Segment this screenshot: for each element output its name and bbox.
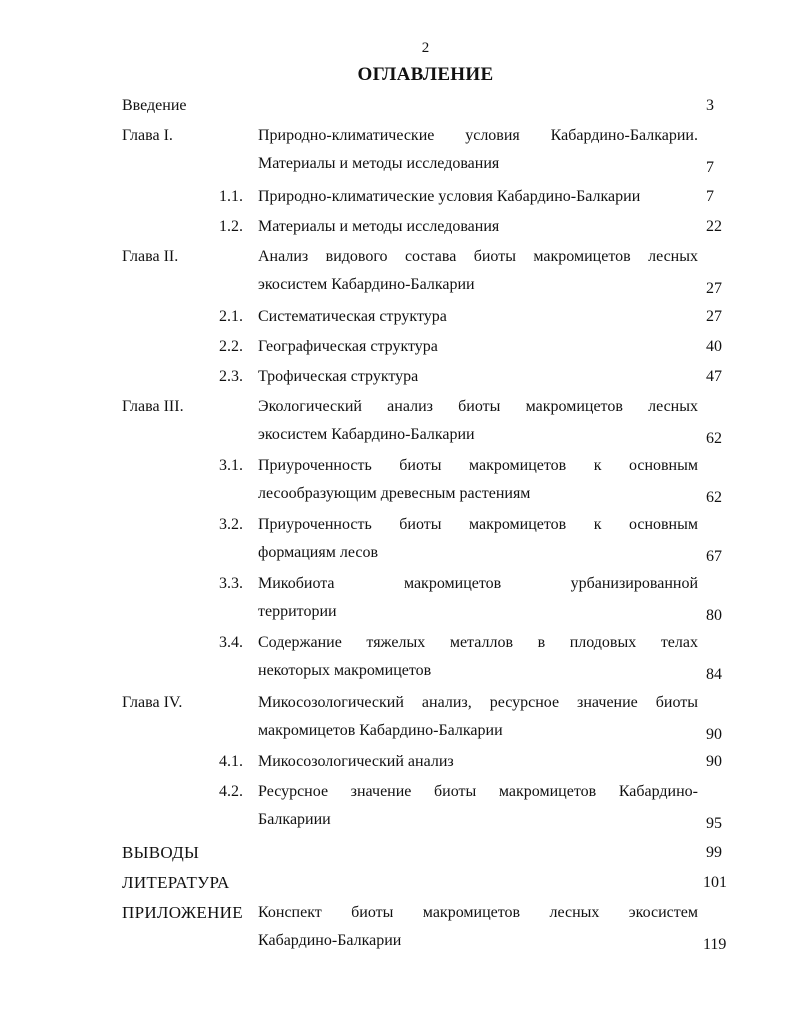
toc-entry-number: 1.2.: [219, 218, 243, 235]
toc-entry-page: 62: [706, 430, 722, 447]
toc-entry-text: [258, 393, 698, 449]
toc-entry-text: [258, 243, 698, 299]
toc-entry-text: [258, 570, 698, 626]
toc-entry-label: ПРИЛОЖЕНИЕ: [122, 903, 243, 922]
toc-entry-text-line: Анализ видового состава биоты макромицетов лесных: [258, 248, 698, 265]
toc-entry-text-line: экосистем Кабардино-Балкарии: [258, 426, 475, 443]
toc-entry-text-line: [258, 839, 698, 867]
toc-entry-text-line: Природно-климатические условия Кабардино-Балкарии.: [258, 127, 698, 144]
toc-title: ОГЛАВЛЕНИЕ: [357, 64, 494, 85]
toc-entry-text-line: Материалы и методы исследования: [258, 155, 500, 172]
toc-entry-text: [258, 899, 698, 955]
toc-entry-page: 80: [706, 607, 722, 624]
toc-entry-number: 4.1.: [219, 753, 243, 770]
toc-entry-text: [258, 778, 698, 834]
toc-entry-number: 2.2.: [219, 338, 243, 355]
toc-entry-text-line: [258, 92, 698, 120]
toc-entry-label: Глава III.: [122, 398, 184, 415]
toc-entry-page: 22: [706, 218, 722, 235]
toc-entry-text-line: Трофическая структура: [258, 368, 419, 385]
toc-entry-text: [258, 869, 698, 897]
toc-entry-page: 84: [706, 666, 722, 683]
toc-entry-page: 90: [706, 753, 722, 770]
toc-entry-number: 1.1.: [219, 188, 243, 205]
toc-entry-number: 2.1.: [219, 308, 243, 325]
toc-entry-text-line: Ресурсное значение биоты макромицетов Кабардино-: [258, 783, 698, 800]
toc-entry-page: 95: [706, 815, 722, 832]
toc-entry-text-line: Приуроченность биоты макромицетов к основным: [258, 516, 698, 533]
page-number: 2: [421, 40, 430, 56]
toc-entry-text: [258, 213, 698, 241]
toc-entry-number: 4.2.: [219, 783, 243, 800]
toc-entry-page: 47: [706, 368, 722, 385]
toc-entry-label: Глава I.: [122, 127, 173, 144]
toc-entry-page: 27: [706, 308, 722, 325]
toc-entry-page: 27: [706, 280, 722, 297]
toc-entry-text-line: [258, 869, 698, 897]
toc-entry-label: Глава II.: [122, 248, 179, 265]
toc-entry-text-line: Материалы и методы исследования: [258, 218, 500, 235]
toc-entry-page: 40: [706, 338, 722, 355]
toc-entry-page: 67: [706, 548, 722, 565]
toc-entry-text: [258, 629, 698, 685]
toc-entry-text-line: лесообразующим древесным растениям: [258, 485, 531, 502]
toc-entry-number: 2.3.: [219, 368, 243, 385]
toc-entry-page: 101: [703, 874, 727, 891]
toc-entry-label: Введение: [122, 97, 187, 114]
toc-entry-text: [258, 689, 698, 745]
toc-entry-text: [258, 363, 698, 391]
toc-entry-text: [258, 92, 698, 120]
toc-entry-text-line: макромицетов Кабардино-Балкарии: [258, 722, 503, 739]
toc-entry-page: 7: [706, 159, 714, 176]
toc-entry-page: 3: [706, 97, 714, 114]
toc-entry-label: ЛИТЕРАТУРА: [122, 873, 230, 892]
toc-entry-text: [258, 452, 698, 508]
toc-entry-label: ВЫВОДЫ: [122, 843, 200, 862]
toc-entry-page: 62: [706, 489, 722, 506]
toc-entry-number: 3.4.: [219, 634, 243, 651]
toc-entry-page: 7: [706, 188, 714, 205]
toc-entry-text: [258, 333, 698, 361]
toc-entry-page: 90: [706, 726, 722, 743]
toc-entry-number: 3.1.: [219, 457, 243, 474]
toc-entry-text-line: экосистем Кабардино-Балкарии: [258, 276, 475, 293]
toc-entry-label: Глава IV.: [122, 694, 183, 711]
toc-entry-page: 99: [706, 844, 722, 861]
toc-entry-text: [258, 122, 698, 178]
toc-entry-text-line: Микосозологический анализ, ресурсное значение биоты: [258, 694, 698, 711]
toc-entry-text-line: Природно-климатические условия Кабардино-Балкарии: [258, 188, 641, 205]
toc-entry-text: [258, 183, 698, 211]
toc-entry-number: 3.2.: [219, 516, 243, 533]
toc-entry-text: [258, 748, 698, 776]
toc-entry-text-line: Балкариии: [258, 811, 331, 828]
toc-entry-text-line: Приуроченность биоты макромицетов к основным: [258, 457, 698, 474]
toc-entry-page: 119: [703, 936, 727, 953]
toc-entry-text-line: Кабардино-Балкарии: [258, 932, 402, 949]
toc-entry-text-line: Систематическая структура: [258, 308, 447, 325]
toc-entry-text: [258, 303, 698, 331]
toc-entry-number: 3.3.: [219, 575, 243, 592]
toc-entry-text-line: Географическая структура: [258, 338, 438, 355]
toc-entry-text-line: территории: [258, 603, 337, 620]
toc-entry-text-line: некоторых макромицетов: [258, 662, 432, 679]
toc-entry-text-line: Содержание тяжелых металлов в плодовых телах: [258, 634, 698, 651]
toc-entry-text: [258, 839, 698, 867]
toc-entry-text-line: Микосозологический анализ: [258, 753, 454, 770]
toc-entry-text-line: Конспект биоты макромицетов лесных экосистем: [258, 904, 698, 921]
toc-entry-text: [258, 511, 698, 567]
toc-entry-text-line: Экологический анализ биоты макромицетов лесных: [258, 398, 698, 415]
toc-entry-text-line: формациям лесов: [258, 544, 378, 561]
toc-entry-text-line: Микобиота макромицетов урбанизированной: [258, 575, 698, 592]
